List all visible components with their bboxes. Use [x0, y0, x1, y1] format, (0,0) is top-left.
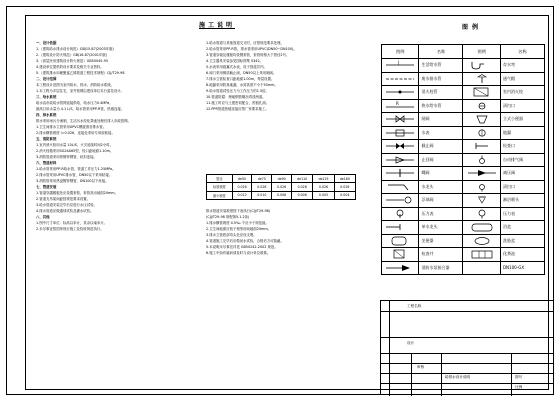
legend-item-name: 生活给水管: [419, 59, 463, 73]
note-line: 1.排水横管坡度 4.5‰ 不应小于规范值。: [206, 221, 269, 225]
title-block-divider: [441, 353, 442, 396]
legend-symbol-icon: [463, 261, 500, 275]
legend-item-name: 压力表: [419, 207, 463, 221]
legend-row: [382, 86, 545, 100]
legend-item-name: 水龙头: [419, 180, 463, 194]
legend-row: [382, 126, 545, 140]
legend-row: [382, 194, 545, 208]
notes-left-column: [36, 40, 186, 385]
pipe-table-cell: 0.004: [334, 191, 355, 199]
pipe-table-cell: 0.008: [272, 191, 292, 199]
legend-symbol-icon: [463, 140, 500, 154]
legend-item-name: 清扫口: [500, 99, 544, 113]
legend-table: [381, 44, 545, 275]
pipe-table-cell: 0.026: [292, 183, 313, 191]
legend-symbol-icon: [463, 126, 500, 140]
pipe-table-row: [207, 183, 356, 191]
legend-header-row: [382, 45, 545, 59]
note-line: 1.《建筑给水排水设计规范》GBJ15-87(2003年版): [36, 47, 114, 51]
note-line: 2.排水管采用UPVC排水管，DN50以下采用粘接。: [36, 173, 113, 177]
note-line: 4.管道施工完毕后应做闭水试验，合格后方可隐蔽。: [206, 239, 284, 243]
note-line: 八、其他: [36, 215, 50, 219]
legend-symbol-icon: [382, 248, 419, 262]
note-line: 一、设计依据: [36, 41, 57, 45]
note-line: 12.PPR管道热熔连接应按厂家要求施工。: [206, 107, 269, 111]
note-line: 五、消防系统: [36, 137, 57, 141]
note-line: (CJJ/T29-98 规程第5.1.2条): [206, 215, 250, 219]
note-line: 8.地漏采用防臭地漏，水封高度不小于50mm。: [206, 83, 278, 87]
pipe-table-row: [207, 191, 356, 199]
legend-title: 图例: [461, 24, 482, 31]
pipe-table-cell: 0.012: [232, 191, 252, 199]
legend-row: [382, 167, 545, 181]
pipe-table-cell: 最小坡度: [207, 191, 233, 199]
title-block-row: [381, 353, 553, 354]
legend-item-name: 截止阀: [419, 140, 463, 154]
legend-symbol-icon: [382, 194, 419, 208]
legend-header-cell: 图例: [382, 45, 419, 59]
pipe-table-cell: 0.026: [252, 183, 272, 191]
legend-item-name: 淋浴喷头: [500, 194, 544, 208]
note-line: 四、排水系统: [36, 113, 57, 117]
note-line: 2.给水管采用PP-R管，排水管采用UPVC(DN50~DN100)。: [206, 47, 297, 51]
legend-item-name: 立式小便器: [500, 113, 544, 127]
legend-item-name: 水表: [419, 126, 463, 140]
note-line: 2.消火栓箱采用SG24A65型，栓口距地面1.10m。: [36, 149, 114, 153]
legend-symbol-icon: [382, 113, 419, 127]
legend-symbol-icon: [382, 126, 419, 140]
note-line: 7.排水立管检查口距地面1.00m，每层设置。: [206, 77, 275, 81]
note-line: 5.水表采用旋翼式水表，设于管道井内。: [206, 65, 267, 69]
legend-item-name: 洗脸盆: [500, 234, 544, 248]
legend-item-name: 浴盆: [500, 221, 544, 235]
notes-mid2-column: [206, 208, 358, 358]
legend-header-cell: 名称: [500, 45, 544, 59]
pipe-table-cell: de50: [232, 175, 252, 183]
note-line: 3.给水管道安装完毕后应进行水压试验。: [36, 203, 97, 207]
legend-row: [382, 59, 545, 73]
legend-symbol-icon: [463, 99, 500, 113]
note-line: 4.排水管道应做通球试验及灌水试验。: [36, 209, 94, 213]
legend-item-name: 止回阀: [419, 153, 463, 167]
pipe-table-cell: 0.026: [313, 183, 334, 191]
title-block-row: [381, 337, 553, 338]
note-line: 1.给水管道与其他管道交叉时，应按规范要求处理。: [206, 41, 284, 45]
notes-title: 施工说明: [198, 22, 235, 29]
note-line: 4.建设单位提供的设计要求及相关专业资料。: [36, 65, 104, 69]
note-line: 3.管道穿墙及楼板均设钢套管，套管规格大于管径2号。: [206, 53, 290, 57]
legend-symbol-icon: [382, 167, 419, 181]
legend-item-name: 蝶阀: [419, 167, 463, 181]
legend-symbol-icon: [382, 261, 419, 275]
note-line: 六、管道材料: [36, 161, 57, 165]
title-block: [380, 300, 554, 395]
note-line: 6.施工中如有疑问请及时与设计单位联系。: [206, 251, 271, 255]
legend-item-name: 检查井: [419, 248, 463, 262]
note-line: 6.阀门采用铜质截止阀，DN50以上采用闸阀。: [206, 71, 277, 75]
note-line: 3.排水立管底部弯头处应设支墩。: [206, 233, 257, 237]
pipe-table-cell: 管径: [207, 175, 233, 183]
legend-item-name: 废水排水管: [419, 72, 463, 86]
legend-row: [382, 72, 545, 86]
legend-symbol-icon: [463, 86, 500, 100]
note-line: 2.排水横管坡度 i=0.026，连接处采用专用胶粘接。: [36, 131, 115, 135]
legend-header-cell: 图例: [463, 45, 500, 59]
legend-header-cell: 名称: [419, 45, 463, 59]
legend-item-name: 压力表: [500, 207, 544, 221]
note-line: 排水采用雨污分流制，生活污水经化粪池处理后排入市政管网。: [36, 119, 131, 123]
note-line: 2.卫生间地面应低于相邻房间地面20mm。: [206, 227, 272, 231]
note-line: 二、设计范围: [36, 77, 57, 81]
legend-row: [382, 248, 545, 262]
note-line: 七、管道安装: [36, 185, 57, 189]
note-line: 本工程设计范围为室内给水、排水、消防给水系统。: [36, 83, 114, 87]
note-line: 1.图中尺寸单位：标高以米计，其余以毫米计。: [36, 221, 108, 225]
legend-symbol-icon: [382, 153, 419, 167]
note-line: 2.《建筑设计防火规范》GBJ16-87(2001年版): [36, 53, 108, 57]
pipe-table-cell: de75: [252, 175, 272, 183]
pipe-table-cell: 标准坡度: [207, 183, 233, 191]
pipe-table-cell: de160: [334, 175, 355, 183]
note-line: 5.《建筑排水用硬聚氯乙烯管道工程技术规程》CJJ/T29-98: [36, 71, 125, 75]
legend-symbol-icon: [463, 59, 500, 73]
legend-symbol-icon: [382, 234, 419, 248]
title-block-divider: [511, 353, 512, 396]
legend-row: [382, 99, 545, 113]
legend-row: [382, 221, 545, 235]
title-block-row: [381, 373, 553, 374]
legend-item-name: 坐便器: [419, 234, 463, 248]
legend-symbol-icon: [463, 234, 500, 248]
title-block-row: [381, 363, 553, 364]
legend-symbol-icon: [382, 59, 419, 73]
svg-text:J: J: [398, 60, 400, 66]
legend-row: [382, 180, 545, 194]
title-block-divider: [389, 301, 390, 396]
pipe-slope-table: [206, 174, 356, 200]
note-line: 2.管道支吊架间距按规范要求设置。: [36, 197, 91, 201]
legend-row: [382, 140, 545, 154]
note-line: 4.卫生器具安装参见国标图集 S342。: [206, 59, 264, 63]
pipe-table-cell: 0.026: [272, 183, 292, 191]
legend-item-name: 室内消火栓: [500, 86, 544, 100]
pipe-table-cell: 0.026: [232, 183, 252, 191]
title-block-row: [381, 383, 553, 384]
legend-symbol-icon: [463, 167, 500, 181]
pipe-table-cell: de90: [272, 175, 292, 183]
pipe-table-cell: de110: [292, 175, 313, 183]
legend-item-name: 化粪池: [500, 248, 544, 262]
legend-symbol-icon: [382, 207, 419, 221]
legend-item-name: 自动排气阀: [500, 153, 544, 167]
legend-item-name: 减压阀: [500, 167, 544, 181]
legend-symbol-icon: [382, 140, 419, 154]
legend-item-name: 消火栓管: [419, 86, 463, 100]
note-line: 1.管道穿越楼板处应设置套管，套管高出地面20mm。: [36, 191, 118, 195]
pipe-table-cell: 0.005: [313, 191, 334, 199]
legend-symbol-icon: [463, 221, 500, 235]
legend-symbol-icon: [382, 180, 419, 194]
scale-label: 比例: [515, 385, 523, 389]
pipe-table-cell: 0.026: [334, 183, 355, 191]
legend-symbol-icon: [463, 180, 500, 194]
legend-item-name: 闸阀: [419, 113, 463, 127]
legend-symbol-icon: [463, 72, 500, 86]
legend-row: [382, 153, 545, 167]
note-line: 3.消防管道采用热镀锌钢管，丝扣连接。: [36, 155, 97, 159]
note-line: 5.本说明未尽事宜详见 GB50242-2002 规范。: [206, 245, 278, 249]
pipe-table-row: [207, 175, 356, 183]
pipe-table-cell: de125: [313, 175, 334, 183]
legend-row: [382, 207, 545, 221]
sheet-label: 图号: [515, 375, 523, 379]
legend-item-name: 清扫口: [500, 180, 544, 194]
designer-label: 设计: [407, 341, 415, 345]
legend-symbol-icon: [463, 153, 500, 167]
note-line: 10.管道防腐：埋地钢管刷沥青漆两道。: [206, 95, 266, 99]
note-line: 2.未尽事宜按国家现行施工及验收规范执行。: [36, 227, 104, 231]
legend-item-name: 地漏: [500, 126, 544, 140]
title-block-divider: [411, 353, 412, 396]
legend-item-name: DN100-GX: [500, 261, 544, 275]
legend-item-name: 热水给水管: [419, 99, 463, 113]
legend-symbol-icon: [382, 99, 419, 113]
pipe-table-cell: 0.010: [252, 191, 272, 199]
legend-symbol-icon: [463, 113, 500, 127]
legend-item-name: 消防水泵接合器: [419, 261, 463, 275]
pipe-table-cell: 0.006: [292, 191, 313, 199]
legend-symbol-icon: [463, 207, 500, 221]
project-label: 工程名称: [407, 304, 422, 308]
legend-item-name: 通气帽: [500, 72, 544, 86]
legend-symbol-icon: [463, 248, 500, 262]
legend-symbol-icon: [382, 221, 419, 235]
note-line: 9.给水管道试验压力为工作压力的1.5倍。: [206, 89, 269, 93]
note-line: 1.室内消火栓用水量 10L/S，火灾延续时间2小时。: [36, 143, 113, 147]
svg-text:R: R: [396, 100, 400, 106]
note-line: 最高日用水量为 4.1 L/S，给水管采用PP-R管，热熔连接。: [36, 107, 125, 111]
note-line: 排水管道安装坡度按下表执行(CJJ/T29-98): [206, 209, 271, 213]
checker-label: 审核: [417, 365, 425, 369]
note-line: 3.消防管采用热浸镀锌钢管，DN100以下丝接。: [36, 179, 109, 183]
legend-symbol-icon: [382, 86, 419, 100]
legend-symbol-icon: [463, 194, 500, 208]
legend-item-name: 检查口: [500, 140, 544, 154]
drawing-label: 给排水设计说明: [445, 375, 471, 379]
legend-row: [382, 113, 545, 127]
note-line: 给水由市政给水管网直接供给，给水压力0.4MPa，: [36, 101, 113, 105]
legend-item-name: 存水弯: [500, 59, 544, 73]
note-line: 1.卫生间排水立管采用UPVC螺旋消音排水管。: [36, 125, 107, 129]
note-line: 三、给水系统: [36, 95, 57, 99]
note-line: 11.施工时应与土建密切配合，预留孔洞。: [206, 101, 270, 105]
note-line: 1.给水管采用PP-R给水管，管道工作压力1.25MPa。: [36, 167, 116, 171]
legend-row: [382, 234, 545, 248]
legend-symbol-icon: [382, 72, 419, 86]
note-line: 3.《高层民用建筑设计防火规范》GB50045-95: [36, 59, 108, 63]
title-block-row: [381, 311, 553, 312]
note-line: 1.本工程为多层住宅，室外管网由建设单位另行委托设计。: [36, 89, 124, 93]
legend-item-name: 浮球阀: [419, 194, 463, 208]
legend-item-name: 单水龙头: [419, 221, 463, 235]
legend-row: [382, 261, 545, 275]
